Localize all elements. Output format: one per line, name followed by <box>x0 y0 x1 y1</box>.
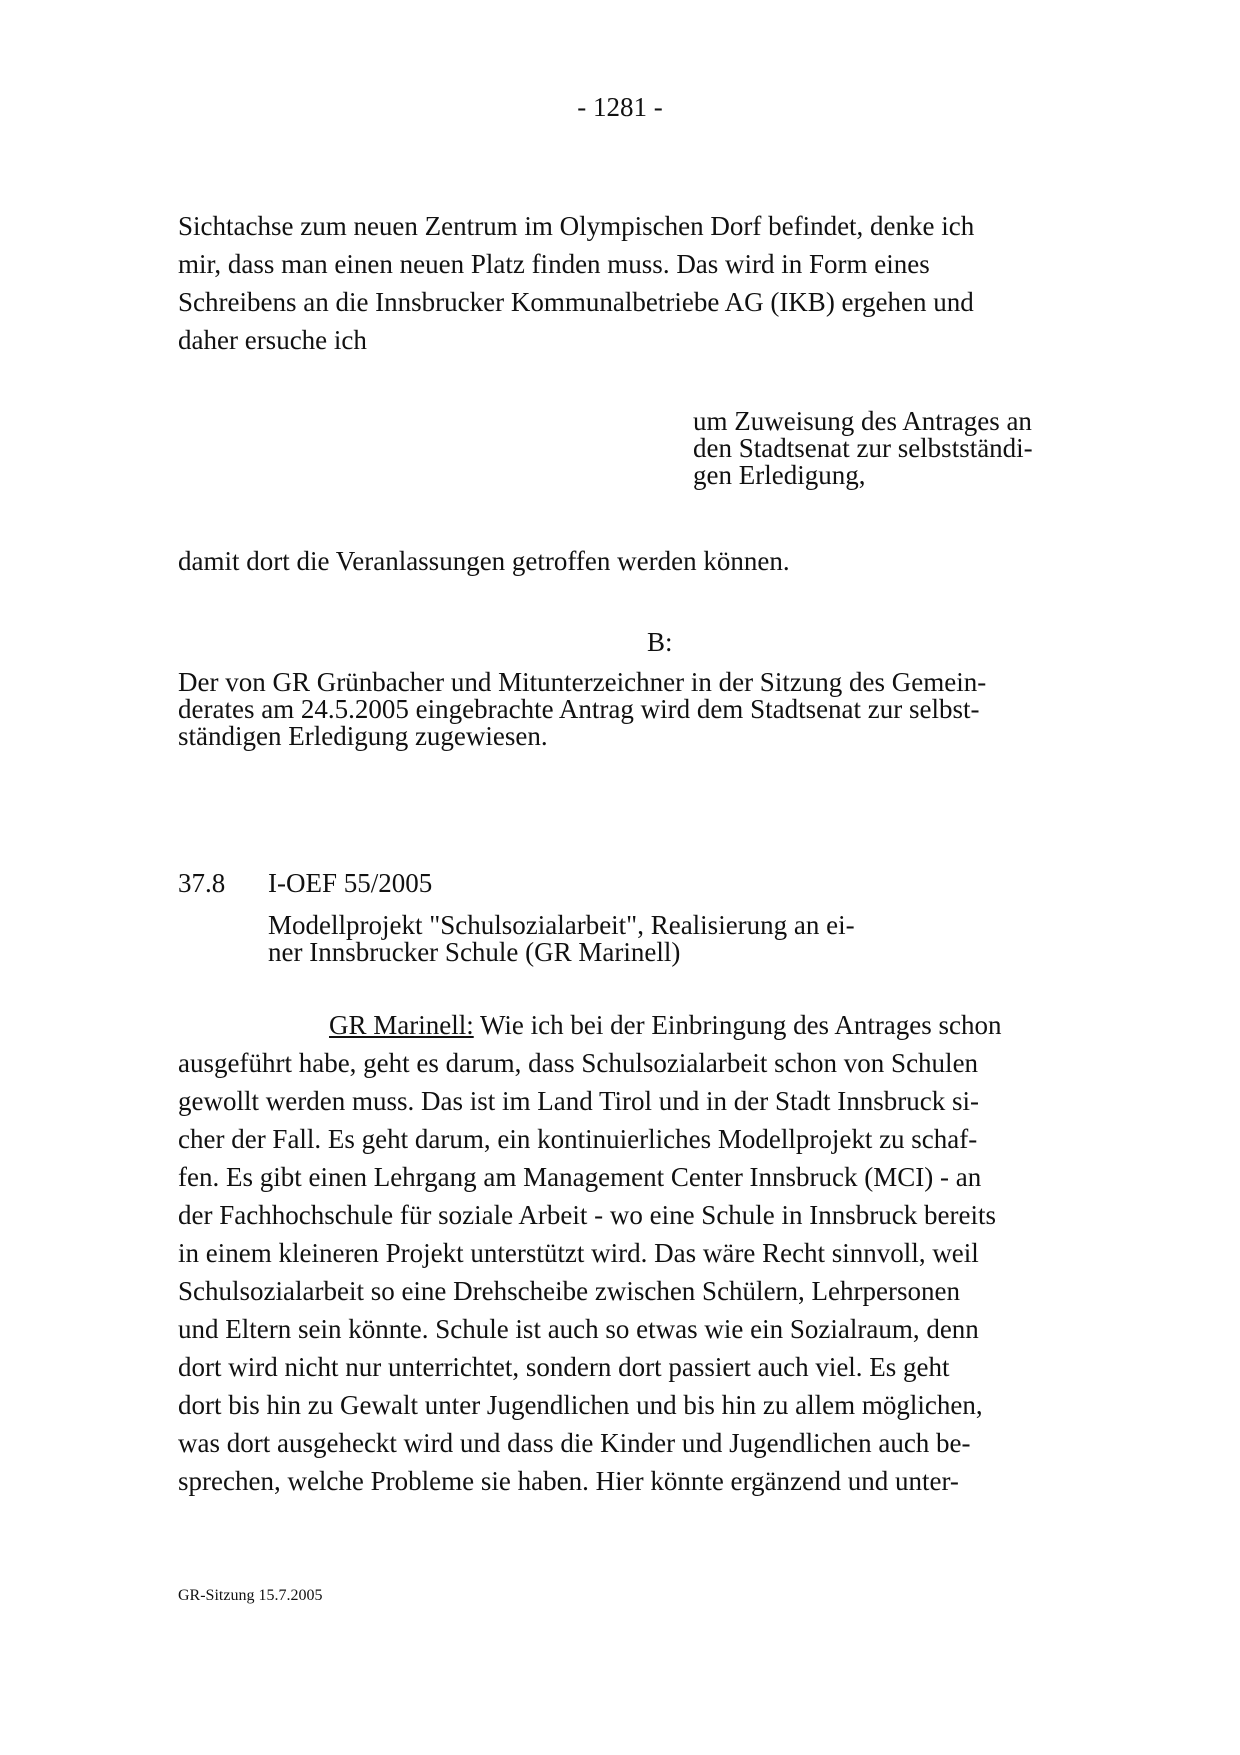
speech-line: fen. Es gibt einen Lehrgang am Management Center Innsbruck (MCI) - an <box>178 1162 982 1192</box>
text-line: daher ersuche ich <box>178 325 367 355</box>
decision-label: B: <box>647 627 673 657</box>
footer: GR-Sitzung 15.7.2005 <box>178 1587 323 1604</box>
decision-line: Der von GR Grünbacher und Mitunterzeichner in der Sitzung des Gemein- <box>178 667 987 697</box>
item-title-line: Modellprojekt "Schulsozialarbeit", Realisierung an ei- <box>268 910 855 940</box>
decision-line: ständigen Erledigung zugewiesen. <box>178 721 548 751</box>
page-number: - 1281 - <box>577 92 663 122</box>
speech-line: der Fachhochschule für soziale Arbeit - wo eine Schule in Innsbruck bereits <box>178 1200 996 1230</box>
speaker-name: GR Marinell: <box>329 1010 474 1040</box>
speech-first-text: Wie ich bei der Einbringung des Antrages schon <box>473 1010 1002 1040</box>
text-line: Sichtachse zum neuen Zentrum im Olympischen Dorf befindet, denke ich <box>178 211 975 241</box>
speech-line: und Eltern sein könnte. Schule ist auch so etwas wie ein Sozialraum, denn <box>178 1314 979 1344</box>
decision-line: derates am 24.5.2005 eingebrachte Antrag wird dem Stadtsenat zur selbst- <box>178 694 980 724</box>
item-code: I-OEF 55/2005 <box>268 868 433 898</box>
speech-first-line <box>329 1012 1002 1039</box>
request-line: den Stadtsenat zur selbstständi- <box>693 433 1033 463</box>
request-line: gen Erledigung, <box>693 460 866 490</box>
speech-line: Schulsozialarbeit so eine Drehscheibe zwischen Schülern, Lehrpersonen <box>178 1276 960 1306</box>
speech-line: dort bis hin zu Gewalt unter Jugendlichen und bis hin zu allem möglichen, <box>178 1390 983 1420</box>
text-line: Schreibens an die Innsbrucker Kommunalbetriebe AG (IKB) ergehen und <box>178 287 974 317</box>
item-number: 37.8 <box>178 868 226 898</box>
speech-line: dort wird nicht nur unterrichtet, sondern dort passiert auch viel. Es geht <box>178 1352 950 1382</box>
item-title-line: ner Innsbrucker Schule (GR Marinell) <box>268 937 681 967</box>
speech-line: gewollt werden muss. Das ist im Land Tirol und in der Stadt Innsbruck si- <box>178 1086 979 1116</box>
speech-line: cher der Fall. Es geht darum, ein kontinuierliches Modellprojekt zu schaf- <box>178 1124 978 1154</box>
text-line: damit dort die Veranlassungen getroffen werden können. <box>178 546 790 576</box>
speech-line: ausgeführt habe, geht es darum, dass Schulsozialarbeit schon von Schulen <box>178 1048 979 1078</box>
speech-line: sprechen, welche Probleme sie haben. Hier könnte ergänzend und unter- <box>178 1466 959 1496</box>
speech-line: was dort ausgeheckt wird und dass die Kinder und Jugendlichen auch be- <box>178 1428 971 1458</box>
text-line: mir, dass man einen neuen Platz finden muss. Das wird in Form eines <box>178 249 930 279</box>
speech-line: in einem kleineren Projekt unterstützt wird. Das wäre Recht sinnvoll, weil <box>178 1238 979 1268</box>
request-line: um Zuweisung des Antrages an <box>693 406 1032 436</box>
